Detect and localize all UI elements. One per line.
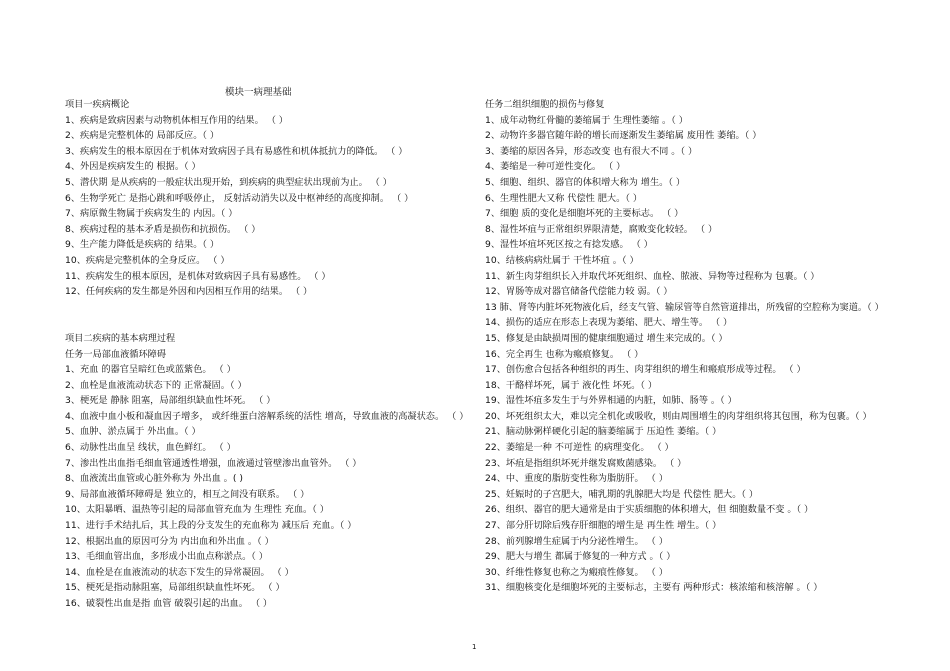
question-item: 6、动脉性出血呈 线状，血色鲜红。 （ ） xyxy=(65,442,236,454)
question-item: 21、脑动脉粥样硬化引起的脑萎缩属于 压迫性 萎缩。（ ） xyxy=(485,426,722,438)
question-item: 18、干酪样坏死，属于 液化性 坏死。（ ） xyxy=(485,379,658,391)
question-item: 7、细胞 质的变化是细胞坏死的主要标志。 （ ） xyxy=(485,208,684,220)
question-item: 23、坏疽是指组织坏死并继发腐败菌感染。 （ ） xyxy=(485,457,687,469)
question-item: 2、动物许多器官随年龄的增长而逐渐发生萎缩属 废用性 萎缩。（ ） xyxy=(485,130,762,142)
question-item: 27、部分肝切除后残存肝细胞的增生是 再生性 增生。（ ） xyxy=(485,520,722,532)
question-item: 2、疾病是完整机体的 局部反应。（ ） xyxy=(65,130,220,142)
question-item: 4、血液中血小板和凝血因子增多， 或纤维蛋白溶解系统的活性 增高，导致血液的高凝状态。 （ ） xyxy=(65,410,469,422)
question-item: 17、创伤愈合包括各种组织的再生、肉芽组织的增生和瘢痕形成等过程。 （ ） xyxy=(485,364,806,376)
question-item: 10、疾病是完整机体的全身反应。 （ ） xyxy=(65,254,230,266)
page-number: 1 xyxy=(472,643,477,651)
question-item: 12、根据出血的原因可分为 内出血和外出血 。（ ） xyxy=(65,535,274,547)
question-item: 24、中、重度的脂肪变性称为脂肪肝。 （ ） xyxy=(485,473,668,485)
section-heading-tissue-injury: 任务二组织细胞的损伤与修复 xyxy=(485,99,605,110)
left-column xyxy=(65,97,470,612)
question-item: 20、坏死组织太大，难以完全机化或吸收，则由周围增生的肉芽组织将其包围，称为包裹。（ ） xyxy=(485,410,872,422)
question-item: 1、充血 的器官呈暗红色或蓝紫色。 （ ） xyxy=(65,364,236,376)
question-item: 7、渗出性出血指毛细血管通透性增强，血液通过管壁渗出血管外。 （ ） xyxy=(65,457,362,469)
question-item: 16、破裂性出血是指 血管 破裂引起的出血。 （ ） xyxy=(65,598,273,609)
question-item: 6、生理性肥大又称 代偿性 肥大。（ ） xyxy=(485,192,643,204)
question-item: 2、血栓是血液流动状态下的 正常凝固。（ ） xyxy=(65,379,247,391)
question-item: 9、局部血液循环障碍是 独立的，相互之间没有联系。 （ ） xyxy=(65,488,310,500)
question-item: 8、血液流出血管或心脏外称为 外出血 。( ) xyxy=(65,473,243,485)
subsection-heading-circulation: 任务一局部血液循环障碍 xyxy=(65,348,167,360)
section-heading-disease-overview: 项目一疾病概论 xyxy=(65,99,130,110)
question-item: 1、成年动物红骨髓的萎缩属于 生理性萎缩 。（ ） xyxy=(485,114,688,126)
question-item: 5、潜伏期 是从疾病的一般症状出现开始，到疾病的典型症状出现前为止。 （ ） xyxy=(65,176,392,188)
question-item: 10、太阳暴晒、温热等引起的局部血管充血为 生理性 充血。（ ） xyxy=(65,504,329,516)
question-item: 13、毛细血管出血，多形成小出血点称淤点。（ ） xyxy=(65,551,268,563)
section-spacer xyxy=(65,315,470,331)
question-item: 9、生产能力降低是疾病的 结果。（ ） xyxy=(65,239,220,251)
right-column xyxy=(485,97,890,596)
question-item: 8、疾病过程的基本矛盾是损伤和抗损伤。 （ ） xyxy=(65,223,261,235)
question-item: 11、进行手术结扎后，其上段的分支发生的充血称为 减压后 充血。（ ） xyxy=(65,520,357,532)
section-spacer xyxy=(65,300,470,316)
question-item: 5、细胞、组织、器官的体积增大称为 增生。（ ） xyxy=(485,176,686,188)
question-item: 15、修复是由缺损周围的健康细胞通过 增生来完成的。（ ） xyxy=(485,332,728,344)
section-heading-basic-pathology: 项目二疾病的基本病理过程 xyxy=(65,332,176,344)
question-item: 6、生物学死亡 是指心跳和呼吸停止， 反射活动消失以及中枢神经的高度抑制。 （ ） xyxy=(65,192,414,204)
question-item: 26、组织、器官的肥大通常是由于实质细胞的体积增大，但 细胞数量不变 。（ ） xyxy=(485,504,814,516)
question-item: 29、肥大与增生 都属于修复的一种方式 。（ ） xyxy=(485,551,676,563)
question-item: 5、血肿、淤点属于 外出血。（ ） xyxy=(65,426,201,438)
document-title: 模块一病理基础 xyxy=(225,87,292,98)
question-item: 4、外因是疾病发生的 根据。（ ） xyxy=(65,161,201,173)
question-item: 8、湿性坏疽与正常组织界限清楚，腐败变化较轻。 （ ） xyxy=(485,223,718,235)
question-item: 14、血栓是在血液流动的状态下发生的异常凝固。 （ ） xyxy=(65,566,294,578)
question-item: 22、萎缩是一种 不可逆性 的病理变化。 （ ） xyxy=(485,442,674,454)
question-item: 16、完全再生 也称为瘢痕修复。 （ ） xyxy=(485,348,644,360)
question-item: 1、疾病是致病因素与动物机体相互作用的结果。 （ ） xyxy=(65,114,288,126)
question-item: 11、新生肉芽组织长入并取代坏死组织、血栓、脓液、异物等过程称为 包裹。（ ） xyxy=(485,270,820,282)
question-item: 28、前列腺增生症属于内分泌性增生。 （ ） xyxy=(485,535,668,547)
question-item: 11、疾病发生的根本原因，是机体对致病因子具有易感性。 （ ） xyxy=(65,270,331,282)
question-item: 14、损伤的适应在形态上表现为萎缩、肥大、增生等。 （ ） xyxy=(485,317,733,329)
question-item: 12、胃肠等成对器官储备代偿能力较 弱。（ ） xyxy=(485,286,673,298)
question-item: 19、湿性坏疽多发生于与外界相通的内脏，如肺、肠等 。（ ） xyxy=(485,395,737,407)
question-item: 3、萎缩的原因各异，形态改变 也有很大不同 。（ ） xyxy=(485,145,698,157)
question-item: 7、病原微生物属于疾病发生的 内因。（ ） xyxy=(65,208,238,220)
question-item: 25、妊娠时的子宫肥大，哺乳期的乳腺肥大均是 代偿性 肥大。（ ） xyxy=(485,488,759,500)
question-item: 3、梗死是 静脉 阻塞，局部组织缺血性坏死。 （ ） xyxy=(65,395,276,407)
question-item: 15、梗死是指动脉阻塞，局部组织缺血性坏死。 （ ） xyxy=(65,582,285,594)
question-item: 4、萎缩是一种可逆性变化。 （ ） xyxy=(485,161,626,173)
question-item: 31、细胞核变化是细胞坏死的主要标志，主要有 两种形式：核浓缩和核溶解 。（ ） xyxy=(485,582,823,594)
question-item: 12、任何疾病的发生都是外因和内因相互作用的结果。 （ ） xyxy=(65,286,313,298)
question-item: 30、纤维性修复也称之为瘢痕性修复。 （ ） xyxy=(485,566,668,578)
question-item: 3、疾病发生的根本原因在于机体对致病因子具有易感性和机体抵抗力的降低。 （ ） xyxy=(65,145,408,157)
question-item: 13 肺、肾等内脏坏死物液化后，经支气管、输尿管等自然管道排出，所残留的空腔称为窦道。（ ） xyxy=(485,301,884,313)
question-item: 10、结核病病灶属于 干性坏疽 。（ ） xyxy=(485,254,639,266)
question-item: 9、湿性坏疽坏死区按之有捻发感。 （ ） xyxy=(485,239,653,251)
